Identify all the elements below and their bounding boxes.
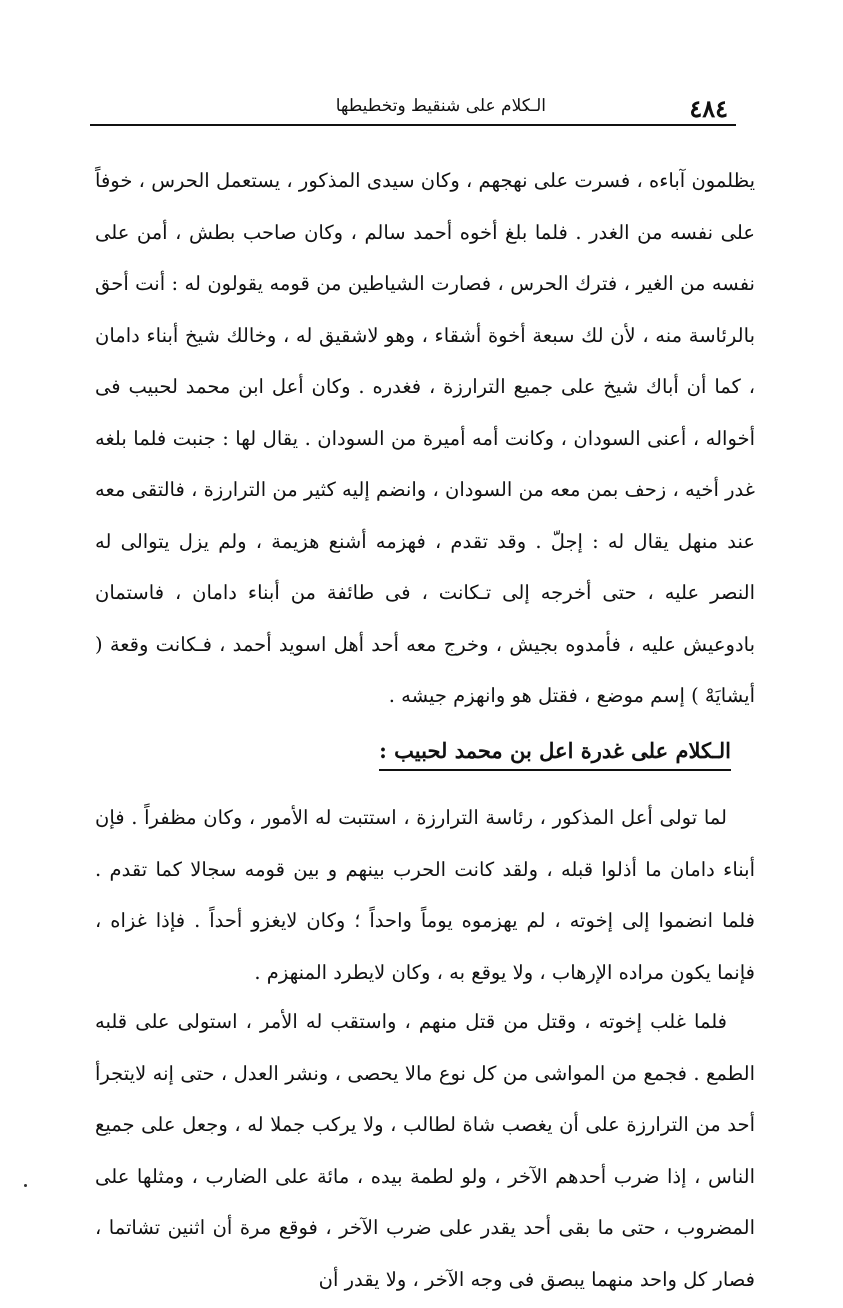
page-number: ٤٨٤ xyxy=(689,94,728,123)
section-heading: الـكلام على غدرة اعل بن محمد لحبيب : xyxy=(379,738,731,771)
margin-speck xyxy=(24,1184,27,1187)
page-header xyxy=(90,88,736,126)
paragraph-2: لما تولى أعل المذكور ، رئاسة الترارزة ، استتبت له الأمور ، وكان مظفراً . فإن أبناء دامان ما أذلوا قبله ، ولقد كانت الحرب بينهم و بين قومه سجالا كما تقدم . فلما انضموا إلى إخوته ، لم يهزموه يوماً واحداً ؛ وكان لايغزو أحداً . فإذا غزاه ، فإنما يكون مراده الإرهاب ، ولا يوقع به ، وكان لايطرد المنهزم . xyxy=(95,806,755,984)
running-title: الـكلام على شنقيط وتخطيطها xyxy=(335,96,546,116)
paragraph-1: يظلمون آباءه ، فسرت على نهجهم ، وكان سيدى المذكور ، يستعمل الحرس ، خوفاً على نفسه من الغدر . فلما بلغ أخوه أحمد سالم ، وكان صاحب بطش ، أمن على نفسه من الغير ، فترك الحرس ، فصارت الشياطين من قومه يقولون له : أنت أحق بالرئاسة منه ، لأن لك سبعة أخوة أشقاء ، وهو لاشقيق له ، وخالك شيخ أبناء دامان ، كما أن أباك شيخ على جميع الترارزة ، فغدره . وكان أعل ابن محمد لحبيب فى أخواله ، أعنى السودان ، وكانت أمه أميرة من السودان . يقال لها : جنبت فلما بلغه غدر أخيه ، زحف بمن معه من السودان ، وانضم إليه كثير من الترارزة ، فالتقى معه عند منهل يقال له : إجلّ . وقد تقدم ، فهزمه أشنع هزيمة ، ولم يزل يتوالى له النصر عليه ، حتى أخرجه إلى تـكانت ، فى طائفة من أبناء دامان ، فاستمان بادوعيش عليه ، فأمدوه بجيش ، وخرج معه أحد أهل اسويد أحمد ، فـكانت وقعة ( أيشايَهْ ) إسم موضع ، فقتل هو وانهزم جيشه . xyxy=(95,169,755,707)
paragraph-3: فلما غلب إخوته ، وقتل من قتل منهم ، واستقب له الأمر ، استولى على قلبه الطمع . فجمع من المواشى من كل نوع مالا يحصى ، ونشر العدل ، حتى إنه لايتجرأ أحد من الترارزة على أن يغصب شاة لطالب ، ولا يركب جملا له ، وجعل على جميع الناس ، إذا ضرب أحدهم الآخر ، ولو لطمة بيده ، مائة على الضارب ، ومثلها على المضروب ، حتى ما بقى أحد يقدر على ضرب الآخر ، فوقع مرة أن اثنين تشاتما ، فصار كل واحد منهما يبصق فى وجه الآخر ، ولا يقدر أن xyxy=(95,1010,755,1291)
header-rule xyxy=(90,124,736,126)
